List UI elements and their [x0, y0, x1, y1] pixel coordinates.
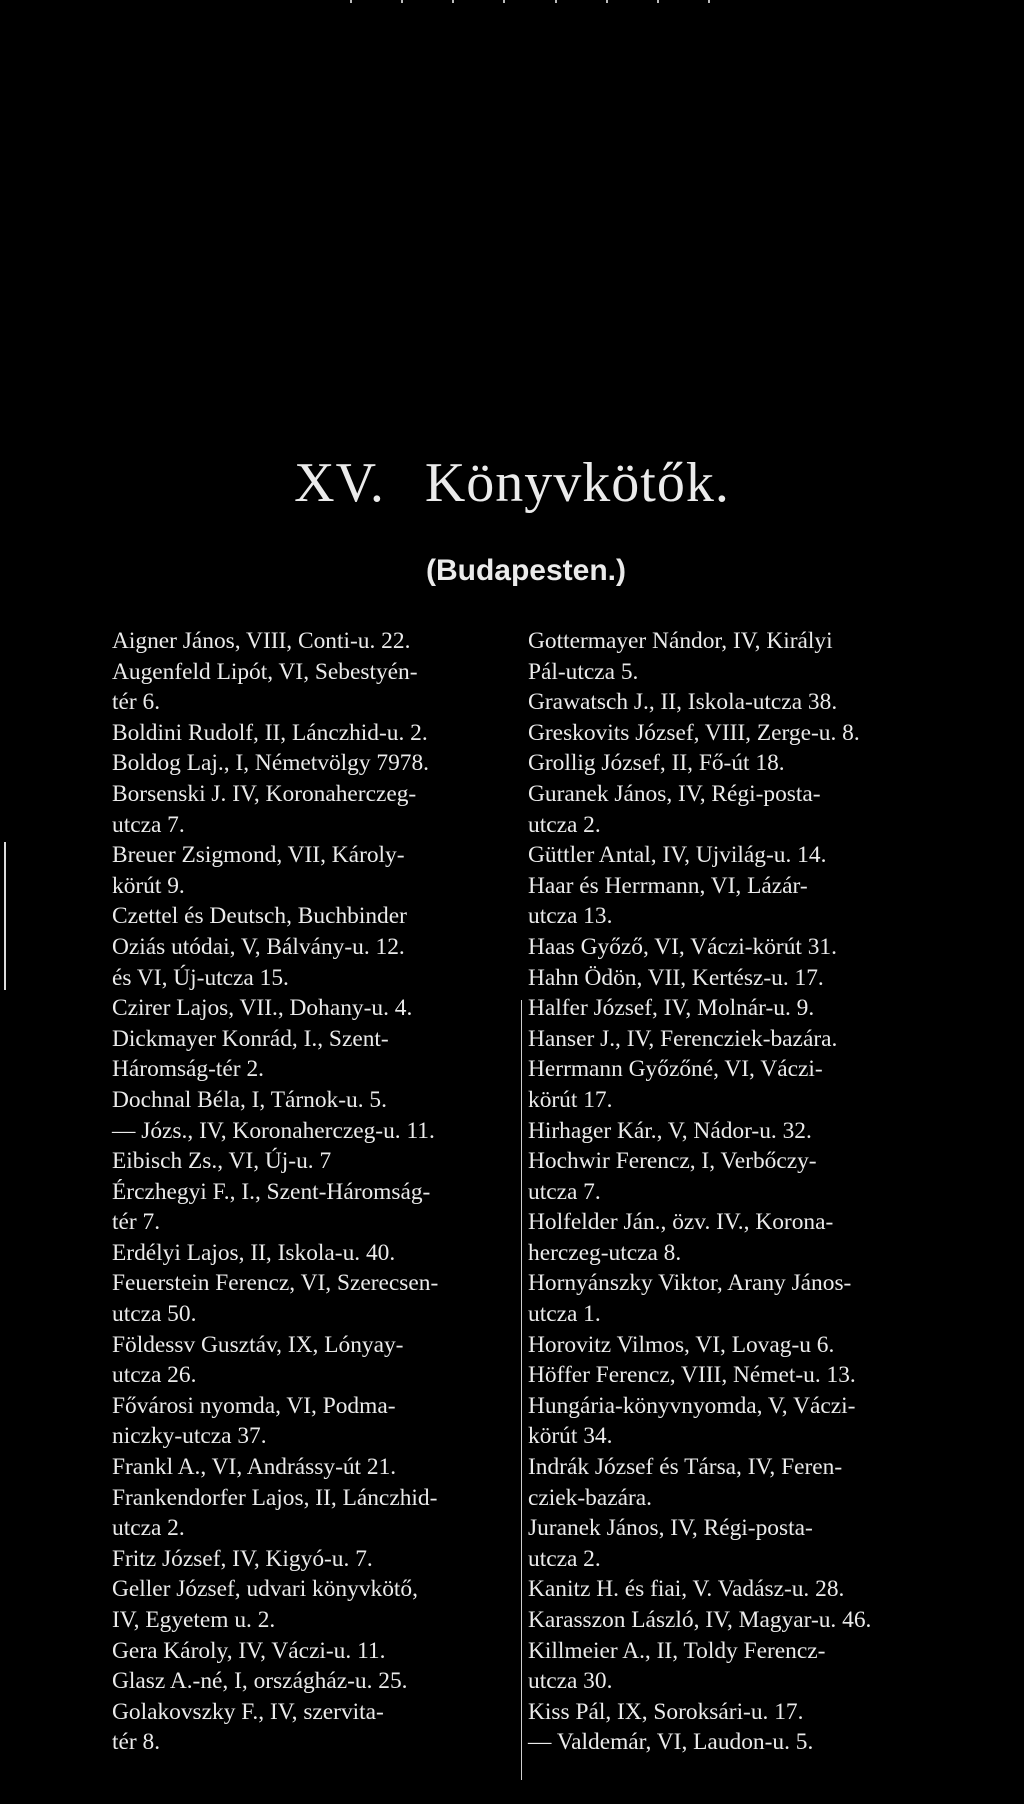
entry-line: és VI, Új-utcza 15. — [112, 964, 289, 991]
entry-line: Herrmann Győzőné, VI, Váczi- — [528, 1056, 823, 1083]
entry-line: — Valdemár, VI, Laudon-u. 5. — [528, 1729, 814, 1756]
entry-line: utcza 7. — [528, 1178, 601, 1205]
entry-line: herczeg-utcza 8. — [528, 1239, 682, 1266]
entry-line: Boldini Rudolf, II, Lánczhid-u. 2. — [112, 719, 428, 746]
entry-line: Fővárosi nyomda, VI, Podma- — [112, 1392, 396, 1419]
entry-line: Frankl A., VI, Andrássy-út 21. — [112, 1454, 397, 1481]
entry-line: IV, Egyetem u. 2. — [112, 1607, 276, 1633]
entry-line: Gottermayer Nándor, IV, Királyi — [528, 628, 833, 654]
entry-line: Indrák József és Társa, IV, Feren- — [528, 1454, 843, 1481]
entry-line: Killmeier A., II, Toldy Ferencz- — [528, 1637, 826, 1664]
entry-line: Boldog Laj., I, Németvölgy 7978. — [112, 750, 430, 777]
entry-line: Gera Károly, IV, Váczi-u. 11. — [112, 1637, 386, 1664]
entry-line: tér 7. — [112, 1209, 161, 1236]
entry-line: Glasz A.-né, I, országház-u. 25. — [112, 1668, 408, 1695]
entry-line: utcza 2. — [528, 1545, 601, 1572]
entry-line: Hahn Ödön, VII, Kertész-u. 17. — [528, 964, 824, 991]
entry-line: niczky-utcza 37. — [112, 1423, 267, 1450]
entry-line: Kiss Pál, IX, Soroksári-u. 17. — [528, 1698, 804, 1725]
entry-line: Hungária-könyvnyomda, V, Váczi- — [528, 1392, 856, 1419]
entry-line: utcza 2. — [112, 1515, 185, 1542]
column-divider — [521, 1000, 522, 1780]
entry-line: Halfer József, IV, Molnár-u. 9. — [528, 995, 815, 1022]
section-heading — [0, 452, 1024, 514]
entry-line: körút 34. — [528, 1423, 613, 1450]
entry-line: Grollig József, II, Fő-út 18. — [528, 750, 785, 777]
entry-line: Aigner János, VIII, Conti-u. 22. — [112, 628, 411, 654]
entry-line: Hornyánszky Viktor, Arany János- — [528, 1270, 852, 1297]
entry-line: Földessv Gusztáv, IX, Lónyay- — [112, 1331, 404, 1358]
entry-line: — Józs., IV, Koronaherczeg-u. 11. — [112, 1117, 435, 1144]
entry-line: Augenfeld Lipót, VI, Sebestyén- — [112, 658, 418, 685]
entry-line: utcza 1. — [528, 1301, 601, 1328]
entry-line: cziek-bazára. — [528, 1484, 652, 1511]
entry-line: Haas Győző, VI, Váczi-körút 31. — [528, 933, 837, 960]
entry-line: Juranek János, IV, Régi-posta- — [528, 1515, 813, 1542]
entry-line: utcza 30. — [528, 1668, 613, 1695]
entry-line: utcza 7. — [112, 811, 185, 838]
entry-line: Hirhager Kár., V, Nádor-u. 32. — [528, 1117, 812, 1144]
entry-line: Geller József, udvari könyvkötő, — [112, 1576, 418, 1603]
entry-line: utcza 2. — [528, 811, 601, 838]
entry-line: Guranek János, IV, Régi-posta- — [528, 780, 821, 807]
entry-line: Frankendorfer Lajos, II, Lánczhid- — [112, 1484, 438, 1511]
entry-line: Dickmayer Konrád, I., Szent- — [112, 1025, 389, 1052]
entry-line: körút 9. — [112, 872, 185, 899]
entry-line: Czettel és Deutsch, Buchbinder — [112, 903, 407, 930]
entry-line: Feuerstein Ferencz, VI, Szerecsen- — [112, 1270, 439, 1297]
entry-line: Grawatsch J., II, Iskola-utcza 38. — [528, 689, 838, 716]
entry-line: Hanser J., IV, Ferencziek-bazára. — [528, 1025, 838, 1052]
entry-line: körút 17. — [528, 1086, 613, 1113]
entry-line: Greskovits József, VIII, Zerge-u. 8. — [528, 719, 860, 746]
section-number: XV. — [294, 452, 385, 514]
entry-line: Güttler Antal, IV, Ujvilág-u. 14. — [528, 842, 827, 869]
scan-edge-marks — [350, 0, 710, 3]
entry-line: Haar és Herrmann, VI, Lázár- — [528, 872, 808, 899]
section-subheading: (Budapesten.) — [425, 554, 626, 587]
entry-line: utcza 26. — [112, 1362, 197, 1389]
entry-line: tér 6. — [112, 689, 161, 716]
entry-line: utcza 13. — [528, 903, 613, 930]
entry-line: Dochnal Béla, I, Tárnok-u. 5. — [112, 1086, 387, 1113]
entry-line: utcza 50. — [112, 1301, 197, 1328]
entry-line: Holfelder Ján., özv. IV., Korona- — [528, 1209, 834, 1236]
entry-line: Fritz József, IV, Kigyó-u. 7. — [112, 1545, 373, 1572]
entries-left-column — [112, 626, 510, 1758]
entry-line: Czirer Lajos, VII., Dohany-u. 4. — [112, 995, 413, 1022]
entry-line: Karasszon László, IV, Magyar-u. 46. — [528, 1607, 872, 1633]
entry-line: Hochwir Ferencz, I, Verbőczy- — [528, 1148, 817, 1175]
entry-line: Höffer Ferencz, VIII, Német-u. 13. — [528, 1362, 856, 1389]
entry-line: Breuer Zsigmond, VII, Károly- — [112, 842, 405, 869]
entry-line: Golakovszky F., IV, szervita- — [112, 1698, 384, 1725]
entry-line: Erdélyi Lajos, II, Iskola-u. 40. — [112, 1239, 396, 1266]
entry-line: Borsenski J. IV, Koronaherczeg- — [112, 780, 417, 807]
entry-line: Eibisch Zs., VI, Új-u. 7 — [112, 1148, 332, 1175]
section-title: Könyvkötők. — [424, 452, 730, 514]
entry-line: Horovitz Vilmos, VI, Lovag-u 6. — [528, 1331, 835, 1358]
entry-line: Oziás utódai, V, Bálvány-u. 12. — [112, 933, 405, 960]
entry-line: Kanitz H. és fiai, V. Vadász-u. 28. — [528, 1576, 845, 1603]
entry-line: Érczhegyi F., I., Szent-Háromság- — [112, 1178, 431, 1205]
scan-margin-mark — [4, 842, 6, 990]
entry-line: Háromság-tér 2. — [112, 1056, 264, 1083]
entry-line: tér 8. — [112, 1729, 161, 1756]
entries-right-column — [528, 626, 933, 1758]
entry-line: Pál-utcza 5. — [528, 658, 639, 685]
